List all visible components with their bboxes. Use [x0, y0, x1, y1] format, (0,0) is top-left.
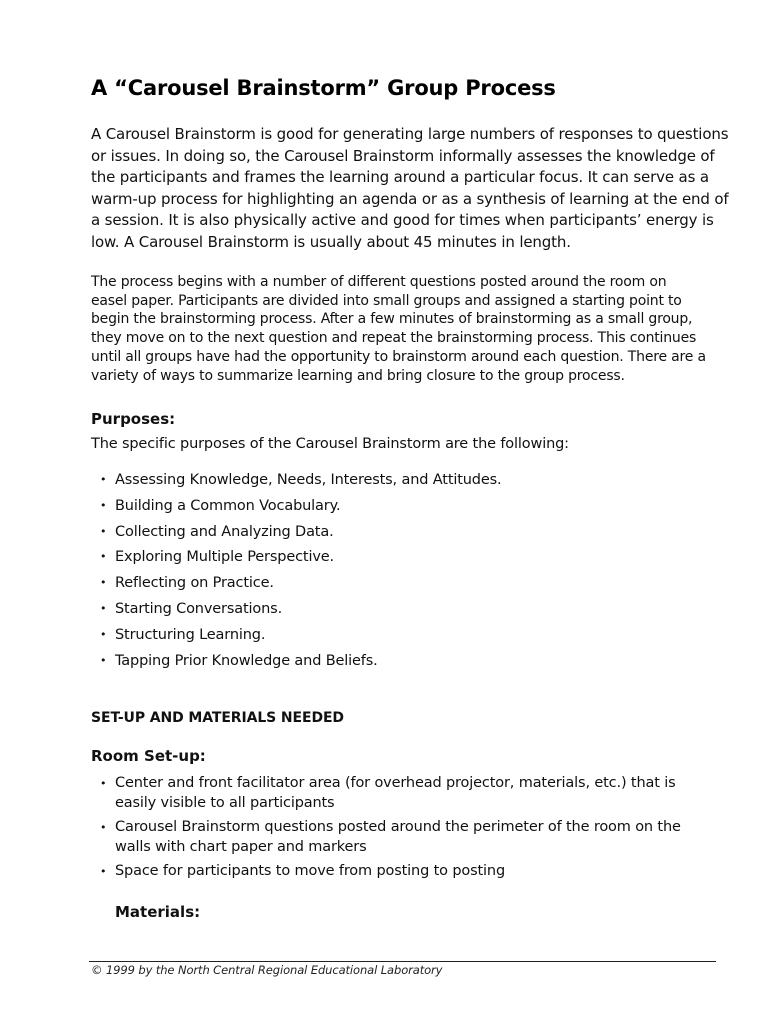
list-item-text: Reflecting on Practice.: [115, 575, 274, 592]
bullet-icon: •: [100, 601, 107, 615]
list-item-text: Center and front facilitator area (for overhead projector, materials, etc.) that is easily visible to all participants: [115, 775, 676, 811]
list-item: [91, 861, 711, 881]
bullet-icon: •: [100, 627, 107, 641]
bullet-icon: •: [100, 777, 107, 790]
bullet-icon: •: [100, 576, 107, 590]
list-item-text: Tapping Prior Knowledge and Beliefs.: [115, 652, 378, 669]
list-item: [91, 773, 711, 813]
intro-paragraph: A Carousel Brainstorm is good for generating large numbers of responses to questions or issues. In doing so, the Carousel Brainstorm informally assesses the knowledge of the participants and frames the learning around a particular focus. It can serve as a warm-up process for highlighting an agenda or as a synthesis of learning at the end of a session. It is also physically active and good for times when participants’ energy is low. A Carousel Brainstorm is usually about 45 minutes in length.: [91, 125, 729, 251]
list-item: [91, 572, 502, 598]
process-paragraph: The process begins with a number of different questions posted around the room on easel paper. Participants are divided into small groups and assigned a starting point to begin the brainstorming process. After a few minutes of brainstorming as a small group, they move on to the next question and repeat the brainstorming process. This continues until all groups have had the opportunity to brainstorm around each question. There are a variety of ways to summarize learning and bring closure to the group process.: [91, 274, 706, 384]
list-item: [91, 521, 502, 547]
list-item-text: Space for participants to move from posting to posting: [115, 863, 506, 879]
bullet-icon: •: [100, 473, 107, 486]
document-title: A “Carousel Brainstorm” Group Process: [91, 76, 556, 100]
purposes-intro: The specific purposes of the Carousel Brainstorm are the following:: [91, 436, 569, 452]
list-item-text: Building a Common Vocabulary.: [115, 497, 341, 514]
purposes-heading: Purposes:: [91, 410, 176, 428]
setup-heading: SET-UP AND MATERIALS NEEDED: [91, 710, 344, 726]
footer-copyright: © 1999 by the North Central Regional Educational Laboratory: [91, 963, 443, 977]
list-item: [91, 495, 502, 521]
room-setup-list: [91, 773, 711, 885]
list-item: [91, 598, 502, 624]
list-item-text: Assessing Knowledge, Needs, Interests, and Attitudes.: [115, 472, 502, 488]
bullet-icon: •: [100, 821, 107, 834]
list-item: [91, 817, 711, 857]
footer-divider: [89, 961, 716, 962]
list-item-text: Exploring Multiple Perspective.: [115, 549, 334, 566]
room-setup-heading: Room Set-up:: [91, 747, 206, 765]
purposes-list: [91, 469, 502, 675]
list-item-text: Collecting and Analyzing Data.: [115, 523, 334, 540]
materials-heading: Materials:: [115, 903, 201, 921]
list-item: [91, 546, 502, 572]
list-item-text: Structuring Learning.: [115, 626, 266, 643]
list-item: [91, 650, 502, 676]
bullet-icon: •: [100, 524, 107, 538]
bullet-icon: •: [100, 498, 107, 512]
list-item: [91, 624, 502, 650]
list-item-text: Carousel Brainstorm questions posted around the perimeter of the room on the walls with chart paper and markers: [115, 819, 681, 855]
bullet-icon: •: [100, 550, 107, 564]
bullet-icon: •: [100, 865, 107, 878]
list-item-text: Starting Conversations.: [115, 600, 283, 617]
list-item: [91, 469, 502, 495]
bullet-icon: •: [100, 653, 107, 667]
